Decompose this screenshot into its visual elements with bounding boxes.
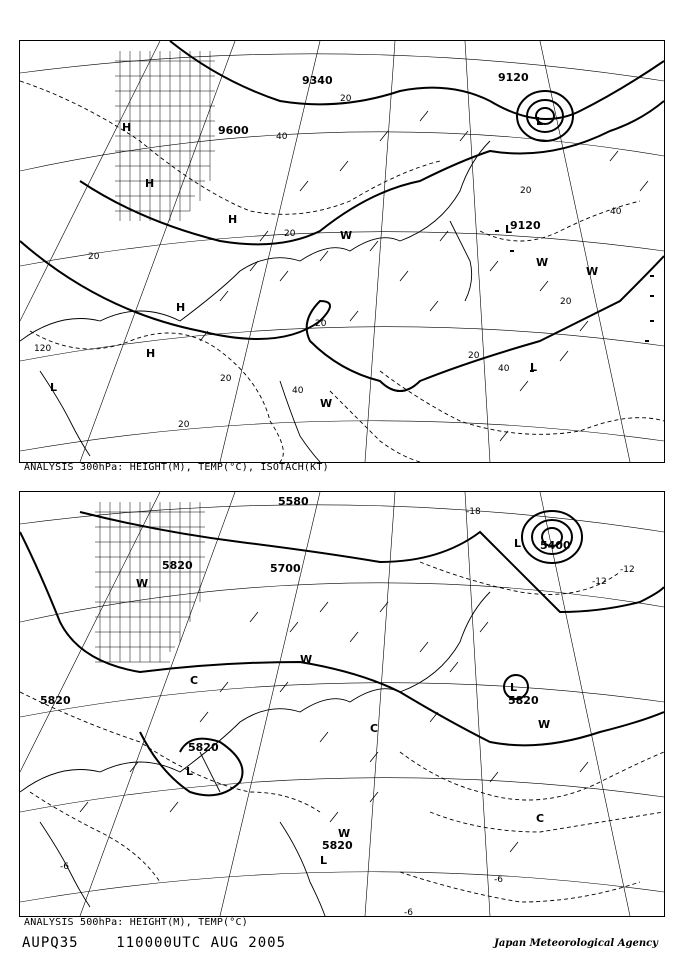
hatch-area xyxy=(115,51,215,221)
isotach-label: 20 xyxy=(468,351,480,361)
height-label: 9120 xyxy=(510,219,541,232)
low-center: L xyxy=(186,765,194,778)
temp-label: -6 xyxy=(494,875,503,885)
isotach-label: 40 xyxy=(292,386,304,396)
low-center: L xyxy=(530,361,538,374)
temp-label: -12 xyxy=(592,577,607,587)
isotach-label: 120 xyxy=(34,344,52,354)
isotach-label: 20 xyxy=(178,420,190,430)
height-label: 5820 xyxy=(162,559,193,572)
low-center: L xyxy=(320,854,328,867)
temp-label: -6 xyxy=(60,862,69,872)
isotach-label: 20 xyxy=(220,374,232,384)
isotach-label: 20 xyxy=(284,229,296,239)
isotach-label: 40 xyxy=(610,207,622,217)
isotach-label: 40 xyxy=(498,364,510,374)
warm-center: W xyxy=(536,256,549,269)
high-center: H xyxy=(146,347,156,360)
low-center: L xyxy=(514,537,522,550)
analysis-300hpa-map xyxy=(19,40,665,463)
height-label: 9340 xyxy=(302,74,333,87)
analysis-500hpa-map xyxy=(19,491,665,917)
height-label: 5820 xyxy=(508,694,539,707)
cold-center: C xyxy=(536,812,545,825)
isotach-label: 20 xyxy=(340,94,352,104)
warm-center: W xyxy=(320,397,333,410)
isotach-label: 40 xyxy=(276,132,288,142)
caption-500hpa: ANALYSIS 500hPa: HEIGHT(M), TEMP(°C) xyxy=(24,917,248,928)
chart-code-footer xyxy=(22,935,286,951)
map-500hpa-svg xyxy=(20,492,664,916)
coastlines xyxy=(20,592,490,916)
isotach-label: 20 xyxy=(520,186,532,196)
height-label: 5820 xyxy=(188,741,219,754)
high-center: H xyxy=(176,301,186,314)
chart-code: AUPQ35 xyxy=(22,935,79,951)
wind-barbs xyxy=(200,111,648,441)
high-center: H xyxy=(145,177,155,190)
high-center: H xyxy=(122,121,132,134)
isotach-label: 20 xyxy=(315,319,327,329)
isotach-label: 20 xyxy=(88,252,100,262)
warm-center: W xyxy=(586,265,599,278)
height-label: 9120 xyxy=(498,71,529,84)
warm-center: W xyxy=(338,827,351,840)
low-center: L xyxy=(536,115,544,128)
height-label: 5400 xyxy=(540,539,571,552)
temp-label: -18 xyxy=(466,507,481,517)
height-label: 9600 xyxy=(218,124,249,137)
chart-datetime: 110000UTC AUG 2005 xyxy=(116,935,287,951)
temp-label: -6 xyxy=(404,908,413,916)
low-center: L xyxy=(505,223,513,236)
warm-center: W xyxy=(538,718,551,731)
temp-label: -12 xyxy=(620,565,635,575)
isotach-label: 20 xyxy=(560,297,572,307)
wind-barbs xyxy=(80,602,588,852)
coastlines xyxy=(20,141,490,462)
hatch-area xyxy=(95,502,205,662)
agency-name: Japan Meteorological Agency xyxy=(494,938,658,949)
cold-center: C xyxy=(370,722,379,735)
height-label: 5700 xyxy=(270,562,301,575)
height-contours xyxy=(20,511,664,795)
low-center: L xyxy=(50,381,58,394)
warm-center: W xyxy=(300,653,313,666)
cold-center: C xyxy=(190,674,199,687)
warm-center: W xyxy=(136,577,149,590)
height-label: 5820 xyxy=(40,694,71,707)
high-center: H xyxy=(228,213,238,226)
caption-300hpa: ANALYSIS 300hPa: HEIGHT(M), TEMP(°C), ISOTACH(KT) xyxy=(24,462,329,473)
low-center: L xyxy=(510,681,518,694)
height-label: 5820 xyxy=(322,839,353,852)
map-300hpa-svg xyxy=(20,41,664,462)
warm-center: W xyxy=(340,229,353,242)
isotach-contours xyxy=(20,81,664,462)
station-marks xyxy=(495,231,654,371)
height-label: 5580 xyxy=(278,495,309,508)
